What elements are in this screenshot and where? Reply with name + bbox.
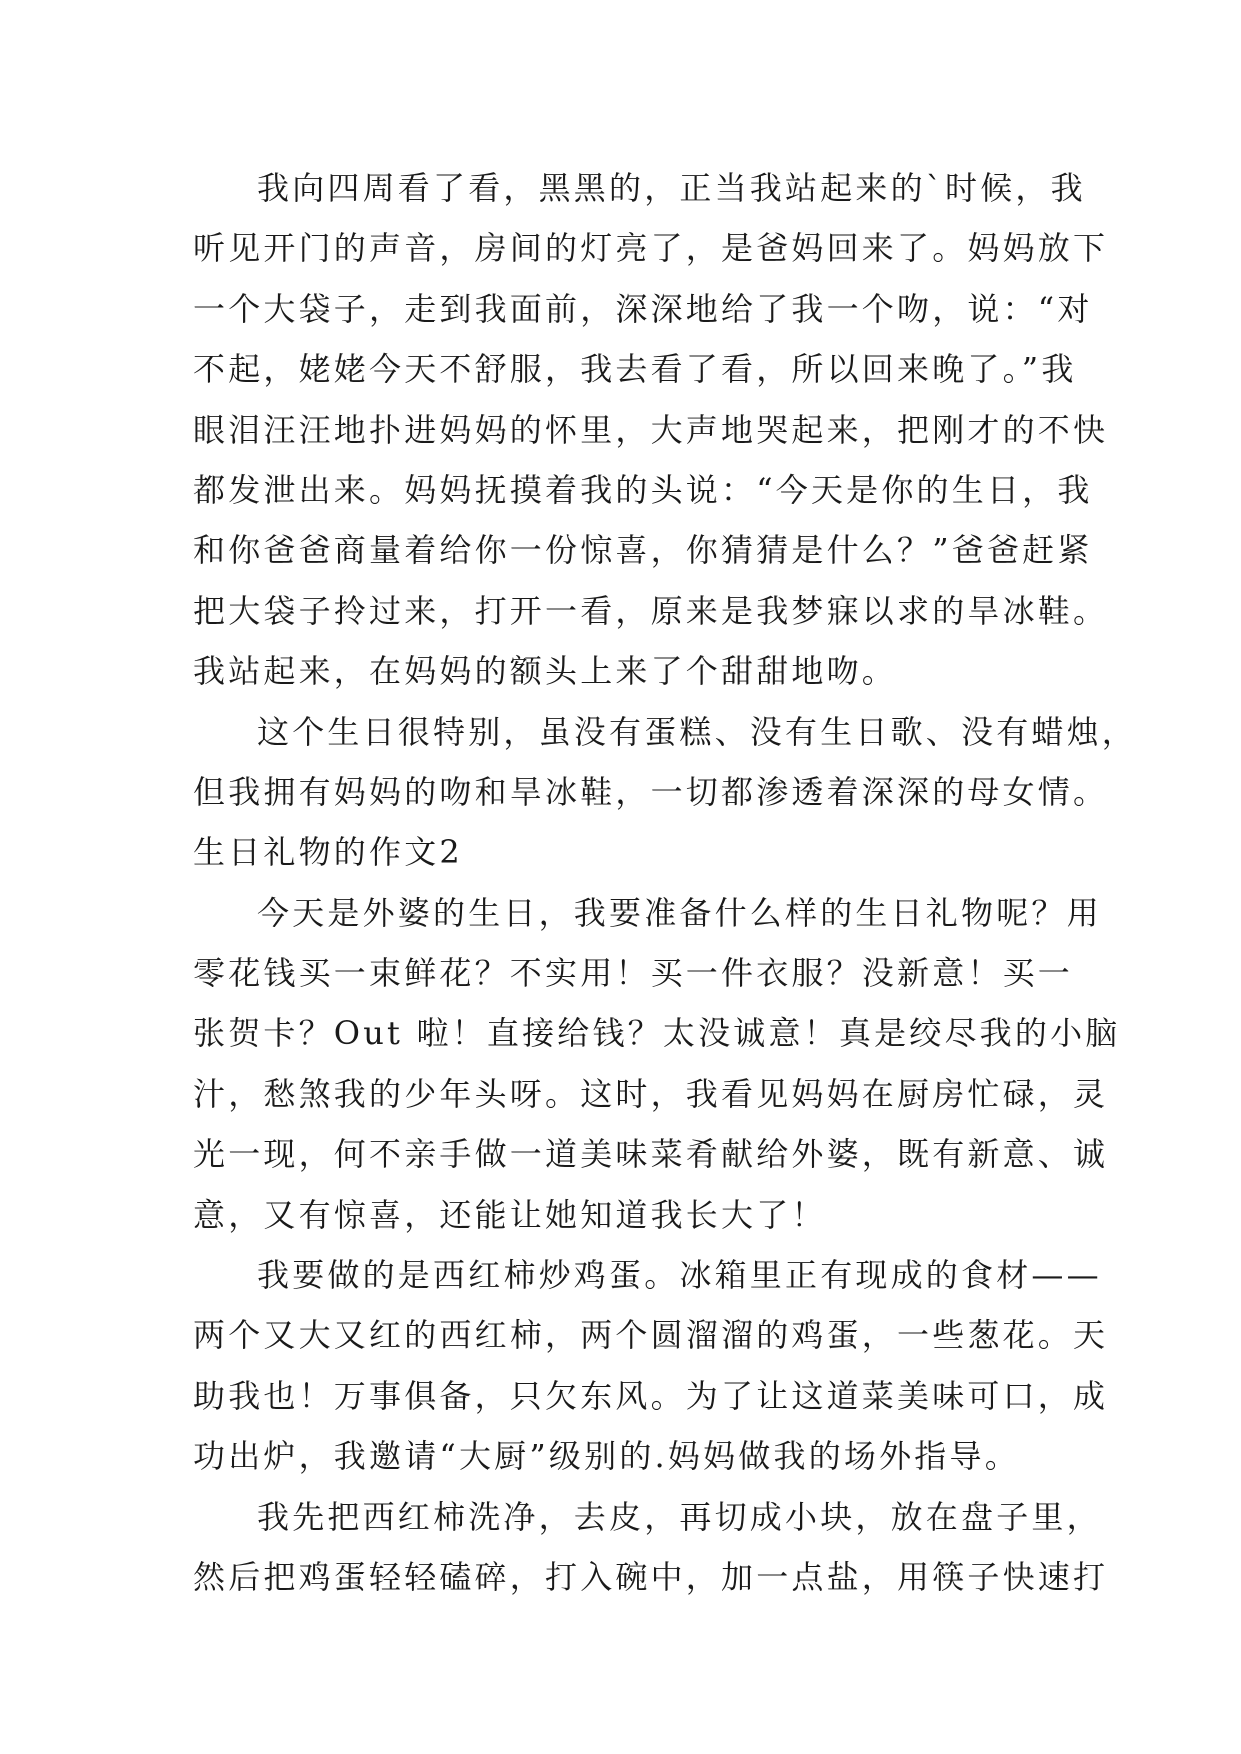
text-line: 我先把西红柿洗净，去皮，再切成小块，放在盘子里，	[257, 1497, 1102, 1536]
text-line: 光一现，何不亲手做一道美味菜肴献给外婆，既有新意、诚	[193, 1135, 1109, 1174]
document-body	[193, 158, 1138, 1607]
text-line: 功出炉，我邀请“大厨”级别的.妈妈做我的场外指导。	[193, 1437, 1020, 1476]
text-line: 眼泪汪汪地扑进妈妈的怀里，大声地哭起来，把刚才的不快	[193, 410, 1109, 449]
text-line: 今天是外婆的生日，我要准备什么样的生日礼物呢？用	[257, 893, 1102, 932]
text-line: 张贺卡？Out 啦！直接给钱？太没诚意！真是绞尽我的小脑	[193, 1014, 1121, 1053]
text-line: 我向四周看了看，黑黑的，正当我站起来的`时候，我	[257, 169, 1086, 207]
text-line: 这个生日很特别，虽没有蛋糕、没有生日歌、没有蜡烛，	[257, 712, 1138, 751]
text-line: 零花钱买一束鲜花？不实用！买一件衣服？没新意！买一	[193, 954, 1074, 993]
text-line: 生日礼物的作文2	[193, 833, 463, 872]
text-line: 都发泄出来。妈妈抚摸着我的头说：“今天是你的生日，我	[193, 470, 1093, 509]
text-line: 助我也！万事俱备，只欠东风。为了让这道菜美味可口，成	[193, 1376, 1109, 1415]
text-line: 和你爸爸商量着给你一份惊喜，你猜猜是什么？”爸爸赶紧	[193, 531, 1093, 570]
text-line: 两个又大又红的西红柿，两个圆溜溜的鸡蛋，一些葱花。天	[193, 1316, 1109, 1355]
text-line: 不起，姥姥今天不舒服，我去看了看，所以回来晚了。”我	[193, 350, 1077, 389]
text-line: 我要做的是西红柿炒鸡蛋。冰箱里正有现成的食材——	[257, 1256, 1102, 1295]
text-line: 我站起来，在妈妈的额头上来了个甜甜地吻。	[193, 652, 898, 691]
text-line: 一个大袋子，走到我面前，深深地给了我一个吻，说：“对	[193, 289, 1093, 328]
text-line: 把大袋子拎过来，打开一看，原来是我梦寐以求的旱冰鞋。	[193, 591, 1109, 630]
text-line: 汁，愁煞我的少年头呀。这时，我看见妈妈在厨房忙碌，灵	[193, 1074, 1109, 1113]
text-line: 然后把鸡蛋轻轻磕碎，打入碗中，加一点盐，用筷子快速打	[193, 1557, 1109, 1596]
text-line: 但我拥有妈妈的吻和旱冰鞋，一切都渗透着深深的母女情。	[193, 772, 1109, 811]
text-line: 听见开门的声音，房间的灯亮了，是爸妈回来了。妈妈放下	[193, 229, 1109, 268]
text-line: 意，又有惊喜，还能让她知道我长大了！	[193, 1195, 827, 1234]
